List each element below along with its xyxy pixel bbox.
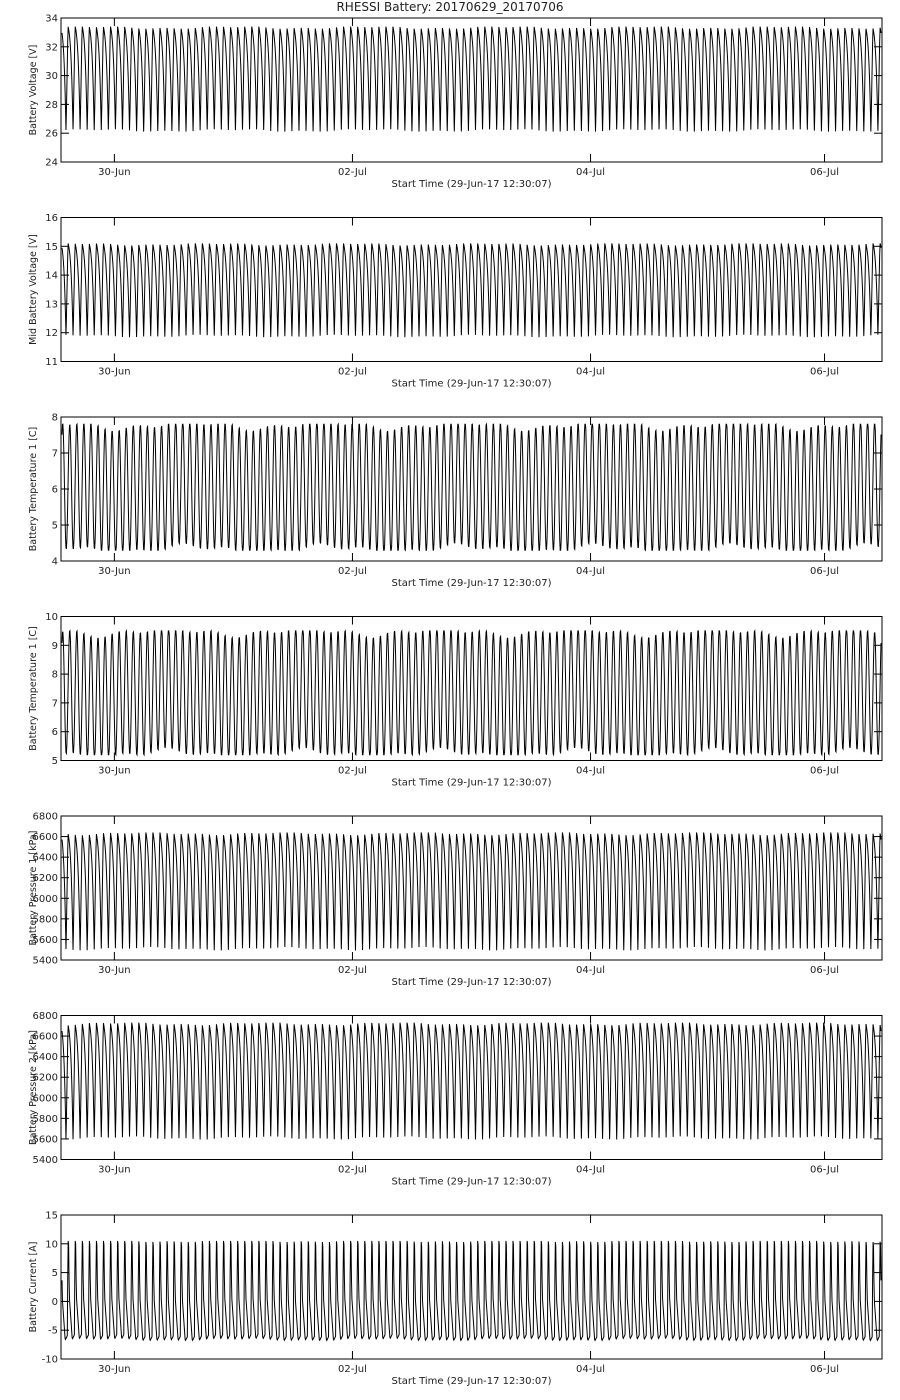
x-axis-label: Start Time (29-Jun-17 12:30:07) xyxy=(391,1176,552,1188)
x-tick-label: 04-Jul xyxy=(576,167,606,178)
x-axis-label: Start Time (29-Jun-17 12:30:07) xyxy=(391,777,552,789)
y-tick-label: 12 xyxy=(45,328,58,340)
chart-panel-4 xyxy=(28,612,882,789)
y-tick-label: 5 xyxy=(51,1268,58,1280)
y-tick-label: 6000 xyxy=(32,1093,58,1105)
series-line xyxy=(62,832,881,950)
y-tick-label: 6600 xyxy=(32,1031,58,1043)
x-tick-label: 04-Jul xyxy=(576,1364,606,1375)
x-tick-label: 06-Jul xyxy=(810,1364,840,1375)
y-tick-label: -10 xyxy=(41,1354,58,1366)
x-tick-label: 06-Jul xyxy=(810,765,840,777)
y-tick-label: 8 xyxy=(51,412,58,424)
x-tick-label: 30-Jun xyxy=(98,167,131,178)
y-tick-label: 6400 xyxy=(32,852,58,864)
y-tick-label: 9 xyxy=(51,640,58,652)
x-tick-label: 06-Jul xyxy=(810,965,840,976)
y-tick-label: 5600 xyxy=(32,1134,58,1146)
y-tick-label: 15 xyxy=(45,241,58,253)
series-line xyxy=(62,243,881,337)
y-tick-label: 5 xyxy=(51,520,58,532)
y-axis-label: Mid Battery Voltage [V] xyxy=(28,234,39,345)
y-tick-label: 6400 xyxy=(32,1052,58,1064)
x-tick-label: 04-Jul xyxy=(576,965,606,976)
x-axis-label: Start Time (29-Jun-17 12:30:07) xyxy=(391,578,552,589)
y-tick-label: -5 xyxy=(48,1325,58,1337)
chart-panel-7 xyxy=(28,1211,882,1388)
y-tick-label: 7 xyxy=(51,698,58,710)
x-axis-label: Start Time (29-Jun-17 12:30:07) xyxy=(391,1376,552,1387)
y-tick-label: 6 xyxy=(51,484,58,496)
y-tick-label: 6800 xyxy=(32,1011,58,1022)
y-tick-label: 4 xyxy=(51,556,58,568)
y-tick-label: 10 xyxy=(45,612,58,623)
x-axis-label: Start Time (29-Jun-17 12:30:07) xyxy=(391,378,552,390)
x-axis-label: Start Time (29-Jun-17 12:30:07) xyxy=(391,977,552,988)
series-line xyxy=(62,1023,881,1140)
y-tick-label: 0 xyxy=(51,1296,58,1308)
series-line xyxy=(62,1241,881,1341)
x-tick-label: 04-Jul xyxy=(576,566,606,577)
x-tick-label: 06-Jul xyxy=(810,167,840,178)
x-tick-label: 30-Jun xyxy=(98,1164,131,1176)
x-axis-label: Start Time (29-Jun-17 12:30:07) xyxy=(391,179,552,190)
series-line xyxy=(62,27,881,132)
x-tick-label: 06-Jul xyxy=(810,1164,840,1176)
y-tick-label: 28 xyxy=(45,99,58,111)
x-tick-label: 04-Jul xyxy=(576,366,606,378)
y-tick-label: 10 xyxy=(45,1239,58,1251)
y-tick-label: 13 xyxy=(45,299,58,311)
chart-panel-3 xyxy=(28,413,882,590)
y-tick-label: 6200 xyxy=(32,1072,58,1084)
chart-panel-5 xyxy=(28,812,882,989)
y-axis-label: Battery Current [A] xyxy=(28,1241,39,1333)
series-line xyxy=(62,631,881,755)
y-tick-label: 8 xyxy=(51,669,58,681)
x-tick-label: 02-Jul xyxy=(337,566,367,577)
y-axis-label: Battery Temperature 1 [C] xyxy=(28,626,39,751)
chart-panel-6 xyxy=(28,1011,882,1188)
y-tick-label: 30 xyxy=(45,71,58,83)
y-axis-label: Battery Voltage [V] xyxy=(28,44,39,136)
y-tick-label: 5800 xyxy=(32,914,58,926)
y-tick-label: 6800 xyxy=(32,811,58,823)
x-tick-label: 04-Jul xyxy=(576,1164,606,1176)
x-tick-label: 30-Jun xyxy=(98,965,131,976)
chart-panel-1 xyxy=(28,14,882,191)
x-tick-label: 02-Jul xyxy=(337,765,367,777)
y-tick-label: 15 xyxy=(45,1210,58,1222)
x-tick-label: 02-Jul xyxy=(337,167,367,178)
x-tick-label: 06-Jul xyxy=(810,366,840,378)
y-tick-label: 6 xyxy=(51,727,58,739)
y-tick-label: 5400 xyxy=(32,1155,58,1166)
x-tick-label: 02-Jul xyxy=(337,366,367,378)
page-title: RHESSI Battery: 20170629_20170706 xyxy=(336,0,564,14)
x-tick-label: 02-Jul xyxy=(337,1364,367,1375)
x-tick-label: 04-Jul xyxy=(576,765,606,777)
y-tick-label: 34 xyxy=(45,13,58,25)
y-tick-label: 6600 xyxy=(32,832,58,844)
y-axis-label: Battery Pressure 1 [kPa] xyxy=(28,830,39,946)
chart-panel-2 xyxy=(28,213,882,390)
y-tick-label: 11 xyxy=(45,357,58,368)
y-tick-label: 16 xyxy=(45,213,58,224)
y-tick-label: 5600 xyxy=(32,934,58,946)
y-tick-label: 7 xyxy=(51,448,58,460)
y-axis-label: Battery Temperature 1 [C] xyxy=(28,426,39,552)
y-tick-label: 6000 xyxy=(32,893,58,905)
x-tick-label: 30-Jun xyxy=(98,1364,131,1375)
y-tick-label: 32 xyxy=(45,42,58,54)
y-tick-label: 5800 xyxy=(32,1113,58,1125)
x-tick-label: 30-Jun xyxy=(98,566,131,577)
x-tick-label: 02-Jul xyxy=(337,1164,367,1176)
x-tick-label: 06-Jul xyxy=(810,566,840,577)
y-tick-label: 5400 xyxy=(32,955,58,967)
x-tick-label: 30-Jun xyxy=(98,366,131,378)
y-tick-label: 14 xyxy=(45,270,58,282)
x-tick-label: 02-Jul xyxy=(337,965,367,976)
y-tick-label: 26 xyxy=(45,128,58,140)
y-axis-label: Battery Pressure 2 [kPa] xyxy=(28,1030,39,1145)
y-tick-label: 24 xyxy=(45,157,58,169)
y-tick-label: 5 xyxy=(51,756,58,767)
x-tick-label: 30-Jun xyxy=(98,765,131,777)
y-tick-label: 6200 xyxy=(32,873,58,885)
series-line xyxy=(62,424,881,550)
